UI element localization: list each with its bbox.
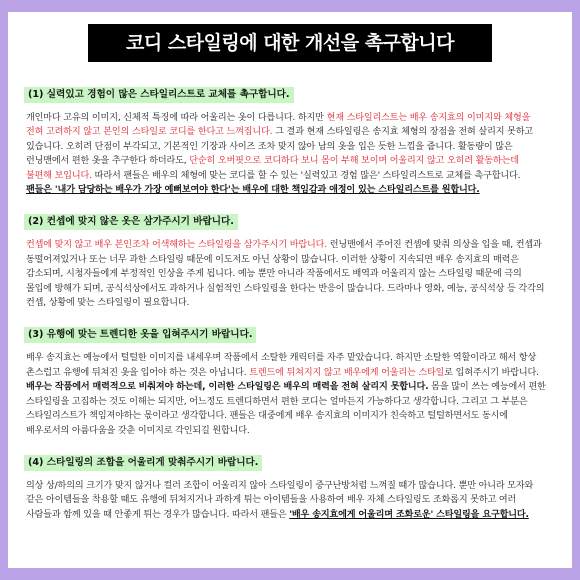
text-run: 따라서 팬들은 배우의 체형에 맞는 코디를 할 수 있는 '실력있고 경험 많은' 스타일리스트로 교체를 촉구합니다. [91,170,521,181]
text-run: 의상 상/하의의 크기가 맞지 않거나 컬러 조합이 어울리지 않아 스타일링이 중구난방처럼 느껴질 때가 많습니다. 뿐만 아니라 모자와 같은 아이템들을 착용할 때도 유행에 뒤쳐지거나 과하게 튀는 아이템들을 사용하여 배우 자체 스타일링도 조화롭지 못하고 여러 사람들과 함께 있을 때 안좋게 튀는 경우가 많습니다. 따라서 팬들은 [26,480,534,520]
text-run: 그 결과 현재 스타일링은 송지효 체형의 장점을 전혀 살리지 못하고 있습니다. 오히려 단점이 부각되고, 기본적인 기장과 사이즈 조차 맞지 않아 남의 옷을 입은 듯한 느낌을 줍니다. 활동량이 많은 런닝맨에서 편한 옷을 추구한다 하더라도, [26,127,533,167]
section-paragraph [26,351,546,437]
section-heading: (2) 컨셉에 맞지 않은 옷은 삼가주시기 바랍니다. [24,214,238,230]
bold-emphasis: 배우는 작품에서 매력적으로 비춰져야 하는데, 이러한 스타일링은 배우의 매력을 전혀 살리지 못합니다. [26,382,429,393]
page-title: 코디 스타일링에 대한 개선을 촉구합니다 [88,24,492,62]
section-2 [26,209,546,310]
document-body [26,82,546,534]
section-heading: (1) 실력있고 경험이 많은 스타일리스트로 교체를 촉구합니다. [24,87,294,103]
text-run: 몸을 많이 쓰는 예능에서 편한 스타일링을 고집하는 것도 이해는 되지만, 어느정도 트렌디하면서 편한 코디는 얼마든지 가능하다고 생각합니다. 그리고 그 부분은 스타일리스트가 책임져야하는 몫이라고 생각합니다. 팬들은 대중에게 배우 송지효의 이미지가 친숙하고 털털하면서도 동시에 배우로서의 아름다움을 갖춘 이미지로 각인되길 원합니다. [26,382,546,436]
section-heading: (4) 스타일링의 조합을 어울리게 맞춰주시기 바랍니다. [24,455,262,471]
text-run: 로 입혀주시기 바랍니다. [444,367,539,378]
section-paragraph [26,238,546,310]
red-emphasis: 컨셉에 맞지 않고 배우 본인조차 어색해하는 스타일링을 삼가주시기 바랍니다. [26,240,327,251]
bold-underline-emphasis: '배우 송지효에게 어울리며 조화로운' 스타일링을 요구합니다. [289,509,529,520]
text-run: 개인마다 고유의 이미지, 신체적 특징에 따라 어울리는 옷이 다릅니다. 하지만 [26,113,327,123]
section-3 [26,322,546,437]
bold-underline-emphasis: 팬들은 '내가 담당하는 배우가 가장 예뻐보여야 한다'는 배우에 대한 책임감과 애정이 있는 스타일리스트를 원합니다. [26,185,480,196]
text-run: 배우 송지효는 예능에서 털털한 이미지를 내세우며 작품에서 소탈한 캐릭터를 자주 맡았습니다. 하지만 소탈한 역할이라고 해서 항상 촌스럽고 유행에 뒤쳐진 옷을 입어야 하는 것은 아닙니다. [26,353,537,378]
red-emphasis: 현재 스타일리스트는 배우 송지효의 이미지와 체형을 전혀 고려하지 않고 본인의 스타일로 코디를 한다고 느껴집니다. [26,113,531,138]
section-paragraph [26,111,546,197]
section-paragraph [26,479,546,522]
section-4 [26,450,546,522]
section-heading: (3) 유행에 맞는 트렌디한 옷을 입혀주시기 바랍니다. [24,327,256,343]
red-emphasis: 트렌드에 뒤쳐지지 않고 배우에게 어울리는 스타일 [249,367,445,378]
red-emphasis: 단순히 오버핏으로 코디하다 보니 몸이 부해 보이며 어울리지 않고 오히려 활동하는데 불편해 보입니다. [26,156,519,181]
text-run: 런닝맨에서 주어진 컨셉에 맞춰 의상을 입을 때, 컨셉과 동떨어져있거나 또는 너무 과한 스타일링 때문에 이도저도 아닌 상황이 많습니다. 이러한 상황이 지속되면 배우 송지효의 매력은 감소되며, 시청자들에게 부정적인 인상을 주게 됩니다. 예능 뿐만 아니라 작품에서도 배역과 어울리지 않는 스타일링 때문에 극의 몰입에 방해가 되며, 공식석상에서도 과하거나 실험적인 스타일링을 한다는 반응이 많습니다. 드라마나 영화, 예능, 공식석상 등 각각의 컨셉, 상황에 맞는 스타일링이 필요합니다. [26,240,545,309]
section-1 [26,82,546,197]
